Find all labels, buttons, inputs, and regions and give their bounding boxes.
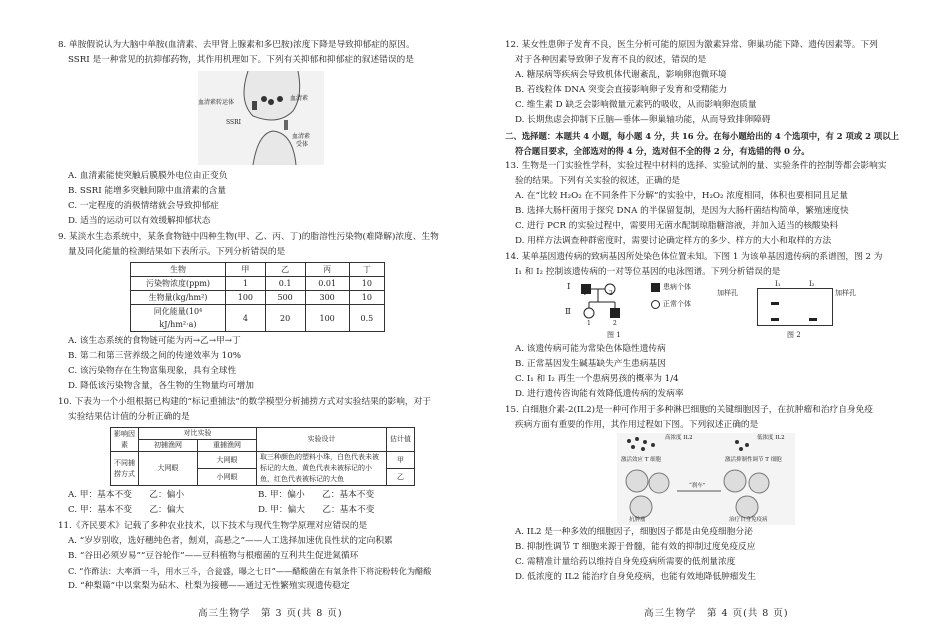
q13-option-d: D. 用样方法调查种群密度时，需要讨论确定样方的多少、样方的大小和取样的方法 (515, 236, 832, 246)
left-page (58, 38, 458, 595)
q13-stem-cont: 验的结果。下列有关实验的叙述，正确的是 (515, 176, 681, 186)
q9-option-c: C. 该污染物存在生物富集现象，具有全球性 (68, 366, 237, 376)
q9-r0c3: 0.01 (305, 277, 349, 291)
q12-option-c: C. 维生素 D 缺乏会影响微量元素钙的吸收，从而影响卵泡质量 (515, 100, 757, 110)
q11-option-d: D. “种梨篇”中以棠梨为砧木、杜梨为接穗——通过无性繁殖实现遗传稳定 (68, 581, 350, 591)
q14-stem: 14. 某单基因遗传病的致病基因所处染色体位置未知。下图 1 为该单基因遗传病的系谱图，图 2 为 (505, 252, 883, 262)
gen-2-label: Ⅱ (565, 307, 571, 317)
q10-options-row1 (58, 488, 458, 503)
pedigree-figure (563, 280, 691, 342)
q9-h4: 丁 (349, 263, 384, 277)
label-ssri: SSRI (226, 119, 242, 126)
q9-option-a: A. 该生态系统的食物链可能为丙→乙→甲→丁 (68, 336, 241, 346)
legend-normal-label: 正常个体 (663, 300, 691, 308)
q10-r-recap1: 大网眼 (198, 452, 257, 469)
q9-h0: 生物 (131, 263, 226, 277)
q10-stem: 10. 下表为一个小组根据已构建的“标记重捕法”的数学模型分析捕捞方式对实验结果的影响，对于 (58, 397, 431, 407)
q8-option-b: B. SSRI 能增多突触间隙中血清素的含量 (68, 186, 227, 196)
well-label-right: 加样孔 (835, 289, 856, 297)
activate-t-cell-label: 激活效应 T 细胞 (621, 457, 662, 463)
q14-option-c: C. Ⅰ₁ 和 Ⅰ₂ 再生一个患病男孩的概率为 1/4 (515, 374, 679, 384)
q9-h3: 丙 (305, 263, 349, 277)
q9-h2: 乙 (265, 263, 305, 277)
q10-h-first: 初捕渔网 (139, 440, 198, 452)
figure-1-caption: 图 1 (607, 331, 621, 339)
q10-r-est1: 甲 (387, 452, 415, 469)
q9-r1c4: 10 (349, 291, 384, 305)
q9-r2c2: 20 (265, 305, 305, 332)
activate-regulatory-t-label: 激活抑制性调节 T 细胞 (725, 457, 782, 463)
question-8 (58, 38, 458, 229)
il2-figure (617, 433, 795, 525)
right-page (505, 38, 907, 586)
q15-stem: 15. 白细胞介素-2(IL2)是一种可作用于多种淋巴细胞的关键细胞因子，在抗肿瘤和治疗自身免疫 (505, 405, 873, 415)
q10-option-b: B. 甲：偏小 乙：基本不变 (258, 490, 375, 500)
q10-table (110, 427, 415, 486)
legend-sick-icon (651, 283, 660, 292)
q14-option-a: A. 该遗传病可能为常染色体隐性遗传病 (515, 344, 666, 354)
question-12 (505, 38, 907, 128)
q14-option-b: B. 正常基因发生碱基缺失产生患病基因 (515, 359, 666, 369)
q10-r-est2: 乙 (387, 469, 415, 486)
synapse-diagram (198, 71, 324, 165)
q9-r1c3: 300 (305, 291, 349, 305)
question-15 (505, 403, 907, 585)
question-14 (505, 250, 907, 402)
q9-stem: 9. 某淡水生态系统中，某条食物链中四种生物(甲、乙、丙、丁)的脂溶性污染物(难降解)浓度、生物 (58, 232, 439, 242)
q9-r1c2: 500 (265, 291, 305, 305)
label-serotonin: 血清素 (290, 95, 309, 102)
q13-option-a: A. 在“比较 H₂O₂ 在不同条件下分解”的实验中，H₂O₂ 浓度相同，体积也要相同且足量 (515, 191, 848, 201)
question-13 (505, 159, 907, 249)
well-label-left: 加样孔 (717, 289, 738, 297)
q10-h-design: 实验设计 (257, 428, 387, 452)
lane-i2-label: Ⅰ₂ (809, 280, 815, 288)
gel-band (809, 318, 817, 321)
q10-h-factor: 影响因素 (111, 428, 139, 452)
gel-band (771, 302, 779, 305)
q9-r0c2: 0.1 (265, 277, 305, 291)
q13-option-b: B. 选择大肠杆菌用于探究 DNA 的半保留复制，是因为大肠杆菌结构简单，繁殖速度快 (515, 206, 849, 216)
q10-options-row2 (58, 503, 458, 518)
q9-r0c4: 10 (349, 277, 384, 291)
ii-2-number: 2 (613, 320, 617, 327)
q10-h-est: 估计值 (387, 428, 415, 452)
label-receptor-2: 受体 (296, 141, 309, 148)
q9-h1: 甲 (226, 263, 266, 277)
q9-r0c0: 污染物浓度(ppm) (131, 277, 226, 291)
q9-option-b: B. 第二和第三营养级之间的传递效率为 10% (68, 351, 241, 361)
q11-option-b: B. “谷田必须岁易”“豆谷轮作”——豆科植物与根瘤菌的互利共生促进氮循环 (68, 551, 359, 561)
q9-r1c0: 生物量(kg/hm²) (131, 291, 226, 305)
autoimmune-label: 治疗自身免疫病 (729, 517, 768, 523)
anti-tumor-label: 抗肿瘤 (629, 517, 646, 523)
i-2-number: 2 (609, 290, 613, 297)
right-page-footer: 高三生物学 第 4 页(共 8 页) (644, 608, 789, 619)
q8-option-d: D. 适当的运动可以有效缓解抑郁状态 (68, 216, 211, 226)
low-il2-label: 低浓度 IL2 (757, 435, 785, 441)
ii-1-number: 1 (587, 320, 591, 327)
gel-band (771, 318, 779, 321)
q12-option-b: B. 若线粒体 DNA 突变会直接影响卵子发育和受精能力 (515, 85, 728, 95)
q15-option-d: D. 低浓度的 IL2 能治疗自身免疫病，也能有效地降低肿瘤发生 (515, 572, 756, 582)
q9-table (130, 262, 385, 332)
i-1-number: 1 (583, 290, 587, 297)
question-9 (58, 230, 458, 394)
brake-label: “刹车” (689, 483, 706, 489)
q10-option-d: D. 甲：偏大 乙：基本不变 (258, 505, 375, 515)
q11-option-c: C. “作酢法：大率酒一斗，用水三斗，合瓮盛，曝之七日”——醋酸菌在有氧条件下将淀粉转化为醋酸 (68, 566, 432, 576)
gen-1-label: Ⅰ (567, 282, 571, 292)
q8-option-a: A. 血清素能使突触后膜膜外电位由正变负 (68, 171, 228, 181)
legend-normal-icon (651, 300, 660, 309)
q10-stem-cont: 实验结果估计值的分析正确的是 (68, 412, 190, 422)
q10-option-c: C. 甲：基本不变 乙：偏大 (68, 505, 185, 515)
q10-option-a: A. 甲：基本不变 乙：偏小 (68, 490, 185, 500)
q10-r-first: 大网眼 (139, 452, 198, 486)
q15-option-b: B. 抑制性调节 T 细胞来源于骨髓，能有效的抑制过度免疫反应 (515, 542, 756, 552)
synapse-figure (198, 71, 324, 165)
q10-h-compare: 对比实验 (139, 428, 257, 440)
q14-figures (505, 280, 907, 342)
q13-option-c: C. 进行 PCR 的实验过程中，需要用无菌水配制琼脂糖溶液，并加入适当的核酸染料 (515, 221, 839, 231)
q12-stem-cont: 对于各种因素导致卵子发育不良的叙述，错误的是 (515, 55, 707, 65)
il2-cells-diagram (617, 433, 795, 525)
section-2-heading: 二、选择题：本题共 4 小题，每小题 4 分，共 16 分。在每小题给出的 4 个选项中，有 2 项或 2 项以上 (505, 131, 900, 141)
gel-box (757, 288, 833, 326)
q10-h-recap: 重捕渔网 (198, 440, 257, 452)
question-11 (58, 519, 458, 594)
q14-stem-cont: Ⅰ₁ 和 Ⅰ₂ 控制该遗传病的一对等位基因的电泳图谱。下列分析错误的是 (515, 267, 781, 277)
q15-option-a: A. IL2 是一种多效的细胞因子，细胞因子都是由免疫细胞分泌 (515, 527, 753, 537)
q11-option-a: A. “岁岁别收，选好穗纯色者，劁刈，高悬之”——人工选择加速优良性状的定向积累 (68, 536, 393, 546)
question-10 (58, 395, 458, 518)
electrophoresis-figure (717, 280, 867, 342)
label-receptor: 血清素 (292, 133, 311, 140)
q13-stem: 13. 生物是一门实验性学科，实验过程中材料的选择、实验试剂的量、实验条件的控制等都会影响实 (505, 161, 887, 171)
q9-r2c0: 同化能量(10⁴ kJ/hm²·a) (131, 305, 226, 332)
high-il2-label: 高浓度 IL2 (665, 435, 693, 441)
q14-option-d: D. 进行遗传咨询能有效降低遗传病的发病率 (515, 389, 684, 399)
q8-option-c: C. 一定程度的消极情绪就会导致抑郁症 (68, 201, 219, 211)
q12-stem: 12. 某女性患卵子发育不良，医生分析可能的原因为激素异常、卵巢功能下降、遗传因素等。下列 (505, 40, 878, 50)
q10-r-factor: 不同捕捞方式 (111, 452, 139, 486)
q9-stem-cont: 量及同化能量的检测结果如下表所示。下列分析错误的是 (68, 247, 286, 257)
q15-stem-cont: 疾病方面有重要的作用，其作用过程如下图。下列叙述正确的是 (515, 420, 759, 430)
q10-r-design: 取三种颜色的塑料小珠，白色代表未被标记的大鱼，黄色代表未被标记的小鱼，红色代表被标记的大鱼 (257, 452, 387, 486)
q10-r-recap2: 小网眼 (198, 469, 257, 486)
figure-2-caption: 图 2 (787, 331, 801, 339)
q8-stem: 8. 单胺假说认为大脑中单胺(血清素、去甲肾上腺素和多巴胺)浓度下降是导致抑郁症的原因。 (58, 40, 415, 50)
label-transporter: 血清素转运体 (198, 99, 235, 106)
q9-r2c3: 100 (305, 305, 349, 332)
q9-r0c1: 1 (226, 277, 266, 291)
lane-i1-label: Ⅰ₁ (775, 280, 781, 288)
q12-option-a: A. 糖尿病等疾病会导致机体代谢紊乱，影响卵泡微环境 (515, 70, 727, 80)
q12-option-d: D. 长期焦虑会抑制下丘脑—垂体—卵巢轴功能，从而导致排卵障碍 (515, 115, 771, 125)
legend-sick-label: 患病个体 (663, 283, 691, 291)
q8-stem-cont: SSRI 是一种常见的抗抑郁药物，其作用机理如下。下列有关抑郁和抑郁症的叙述错误的是 (68, 55, 414, 65)
section-2-heading-cont: 符合题目要求，全部选对的得 4 分，选对但不全的得 2 分，有选错的得 0 分。 (515, 146, 810, 156)
q9-option-d: D. 降低该污染物含量，各生物的生物量均可增加 (68, 381, 254, 391)
q9-r2c1: 4 (226, 305, 266, 332)
q9-r2c4: 0.5 (349, 305, 384, 332)
q9-r1c1: 100 (226, 291, 266, 305)
q15-option-c: C. 需精准计量给药以维持自身免疫病所需要的低剂量浓度 (515, 557, 736, 567)
left-page-footer: 高三生物学 第 3 页(共 8 页) (198, 608, 343, 619)
q11-stem: 11.《齐民要术》记载了多种农业技术，以下技术与现代生物学原理对应错误的是 (58, 521, 368, 531)
